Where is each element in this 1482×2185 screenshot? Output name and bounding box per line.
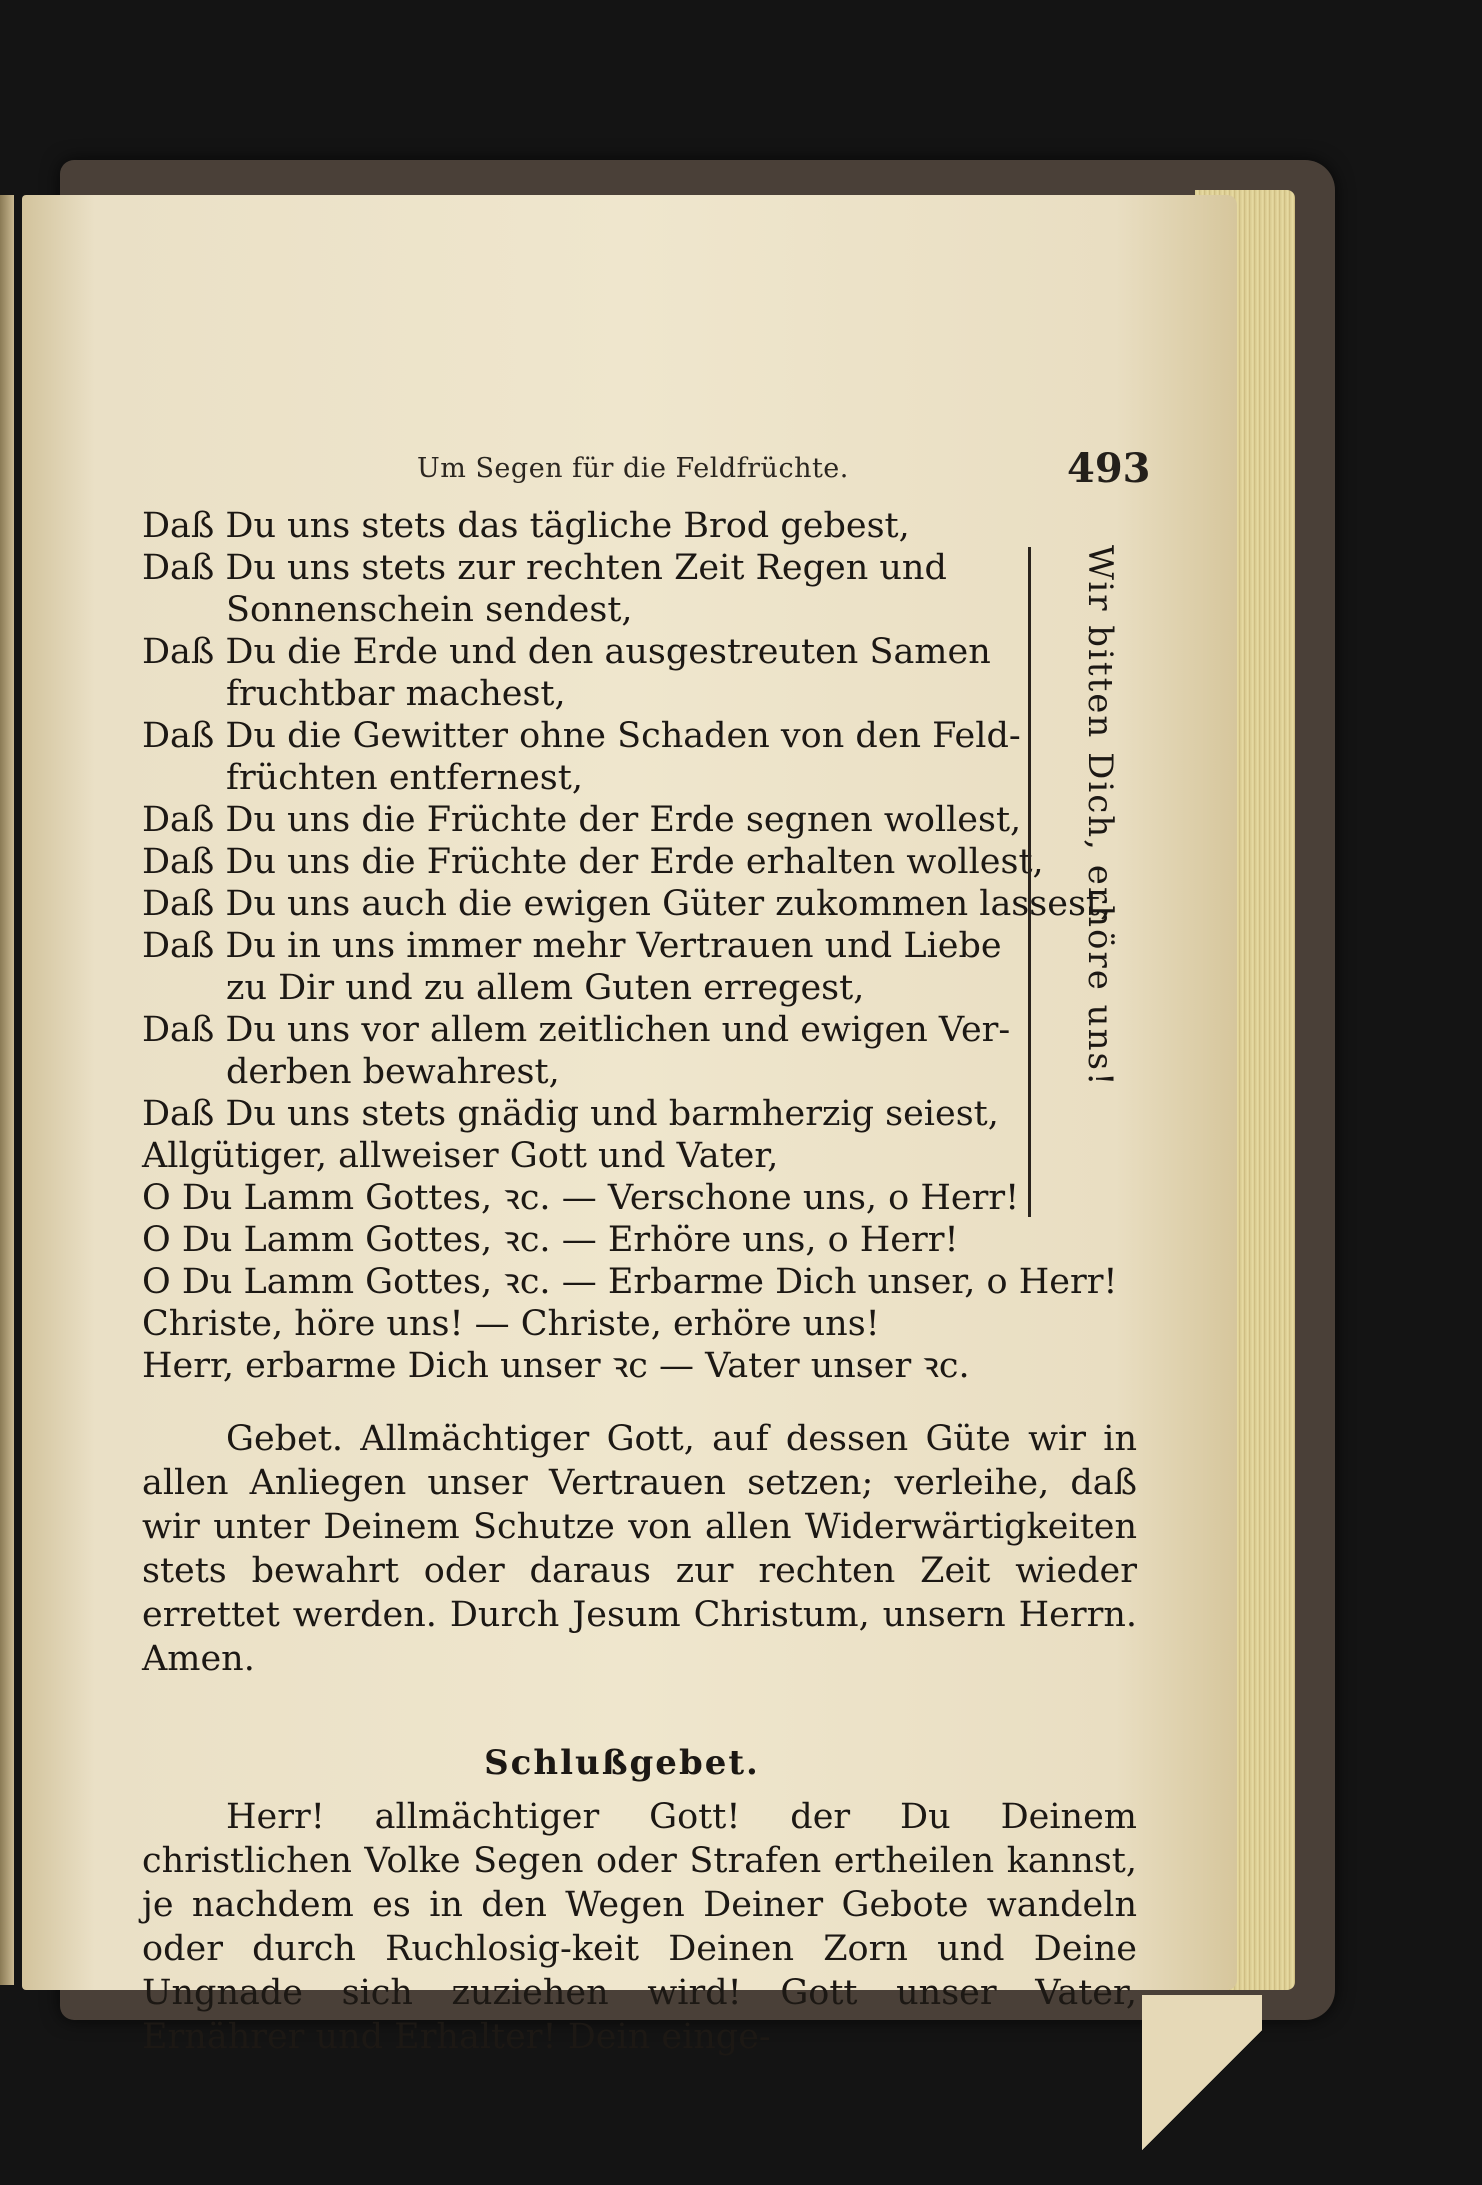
response-bracket [1010,547,1031,1217]
litany-line: Daß Du uns die Früchte der Erde erhalten wollest, [142,842,1044,882]
litany-response: Wir bitten Dich, erhöre uns! [1080,545,1120,1088]
litany-line: Daß Du uns stets zur rechten Zeit Regen und [142,548,947,588]
litany-line: Allgütiger, allweiser Gott und Vater, [142,1136,779,1176]
book-page [22,195,1237,2057]
litany-line: Daß Du in uns immer mehr Vertrauen und Liebe [142,926,1002,966]
prayer-paragraph: Gebet. Allmächtiger Gott, auf dessen Güte wir in allen Anliegen unser Vertrauen setzen; verleihe, daß wir unter Deinem Schutze von allen Widerwärtigkeiten stets bewahrt oder daraus zur rechten Zeit wieder errettet werden. Durch Jesum Christum, unsern Herrn. Amen. [142,1419,1137,1679]
litany-line: Daß Du uns die Früchte der Erde segnen wollest, [142,800,1022,840]
section-title: Schlußgebet. [484,1743,760,1783]
litany-line: O Du Lamm Gottes, ꝛc. — Erbarme Dich unser, o Herr! [142,1262,1118,1302]
closing-paragraph: Herr! allmächtiger Gott! der Du Deinem christlichen Volke Segen oder Strafen ertheilen kannst, je nachdem es in den Wegen Deiner Gebote wandeln oder durch Ruchlosig-keit Deinen Zorn und Deine Ungnade sich zuziehen wird! Gott unser Vater, Ernährer und Erhalter! Dein einge- [142,1797,1137,2057]
litany-line: Sonnenschein sendest, [226,590,633,630]
litany-line: fruchtbar machest, [226,674,566,714]
litany-line: Christe, höre uns! — Christe, erhöre uns! [142,1304,880,1344]
litany-line: Herr, erbarme Dich unser ꝛc — Vater unser ꝛc. [142,1346,970,1386]
litany-line: O Du Lamm Gottes, ꝛc. — Verschone uns, o Herr! [142,1178,1020,1218]
litany-line: Daß Du uns stets gnädig und barmherzig seiest, [142,1094,999,1134]
litany-line: Daß Du uns auch die ewigen Güter zukommen lassest, [142,884,1112,924]
litany-line: früchten entfernest, [226,758,583,798]
litany-line: Daß Du uns vor allem zeitlichen und ewigen Ver- [142,1010,1011,1050]
dog-eared-corner [1142,1995,1262,2185]
litany-line: zu Dir und zu allem Guten erregest, [226,968,865,1008]
litany-line: derben bewahrest, [226,1052,560,1092]
litany-line: O Du Lamm Gottes, ꝛc. — Erhöre uns, o Herr! [142,1220,959,1260]
litany-line: Daß Du uns stets das tägliche Brod gebest, [142,506,910,546]
facing-page-edge [0,195,14,1985]
litany-block [142,505,1142,1385]
litany-line: Daß Du die Gewitter ohne Schaden von den Feld- [142,716,1021,756]
litany-line: Daß Du die Erde und den ausgestreuten Samen [142,632,991,672]
page-number: 493 [1067,445,1151,492]
running-title: Um Segen für die Feldfrüchte. [417,453,849,484]
